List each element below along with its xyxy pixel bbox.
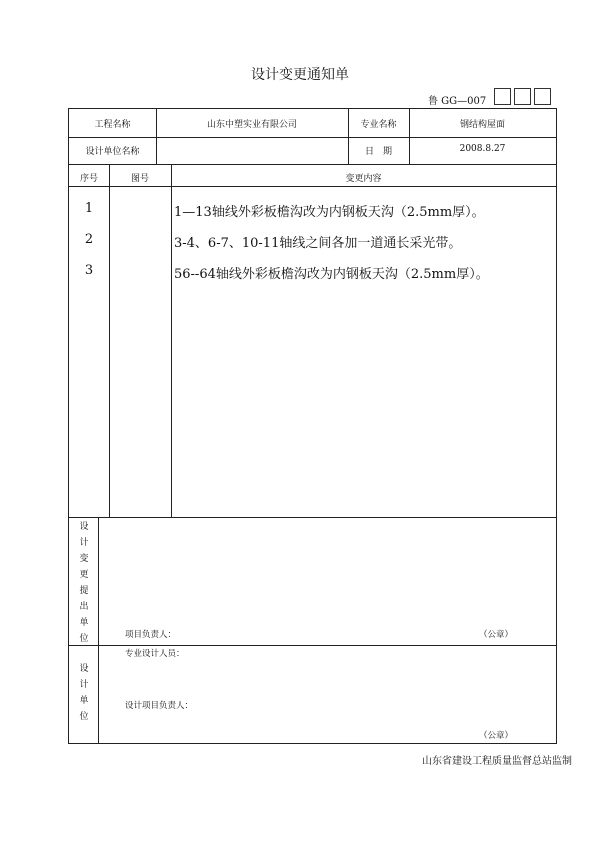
code-box-1[interactable] <box>494 88 511 105</box>
col-header-drawing: 图号 <box>130 174 149 184</box>
footer-issuer: 山东省建设工程质量监督总站监制 <box>422 756 572 767</box>
form-title: 设计变更通知单 <box>251 67 349 83</box>
col-header-content: 变更内容 <box>345 174 382 184</box>
item-no: 2 <box>84 232 94 247</box>
row-line <box>69 645 556 646</box>
code-box-3[interactable] <box>534 88 551 105</box>
col-line <box>109 164 110 517</box>
design-unit-label: 设计单位名称 <box>85 147 140 157</box>
form-code: 鲁 GG—007 <box>428 96 487 107</box>
item-text[interactable]: 1—13轴线外彩板檐沟改为内钢板天沟（2.5mm厚）。 <box>174 205 485 220</box>
row-line <box>69 517 556 518</box>
date-label: 日 期 <box>364 147 392 157</box>
proposer-leader-label: 项目负责人： <box>125 630 177 640</box>
specialty-label: 专业名称 <box>360 120 397 130</box>
row-line <box>69 137 556 138</box>
row-line <box>69 186 556 187</box>
form-table <box>68 108 557 744</box>
design-leader-label: 设计项目负责人： <box>125 701 194 711</box>
project-name-value[interactable]: 山东中塑实业有限公司 <box>206 120 297 130</box>
code-box-2[interactable] <box>514 88 531 105</box>
col-line <box>98 517 99 743</box>
item-text[interactable]: 56--64轴线外彩板檐沟改为内钢板天沟（2.5mm厚）。 <box>174 267 489 282</box>
col-header-seq: 序号 <box>79 174 98 184</box>
col-line <box>171 164 172 517</box>
item-no: 1 <box>84 201 94 216</box>
design-seal: （公章） <box>479 731 514 741</box>
project-name-label: 工程名称 <box>94 120 131 130</box>
specialty-value[interactable]: 钢结构屋面 <box>459 120 505 130</box>
design-unit-section-label: 设计单位 <box>79 664 89 722</box>
designer-label: 专业设计人员： <box>125 649 185 659</box>
row-line <box>69 164 556 165</box>
proposer-label: 设计变更提出单位 <box>79 522 89 644</box>
proposer-seal: （公章） <box>479 630 514 640</box>
item-text[interactable]: 3-4、6-7、10-11轴线之间各加一道通长采光带。 <box>174 236 462 251</box>
date-value[interactable]: 2008.8.27 <box>459 144 506 154</box>
item-no: 3 <box>84 263 94 278</box>
